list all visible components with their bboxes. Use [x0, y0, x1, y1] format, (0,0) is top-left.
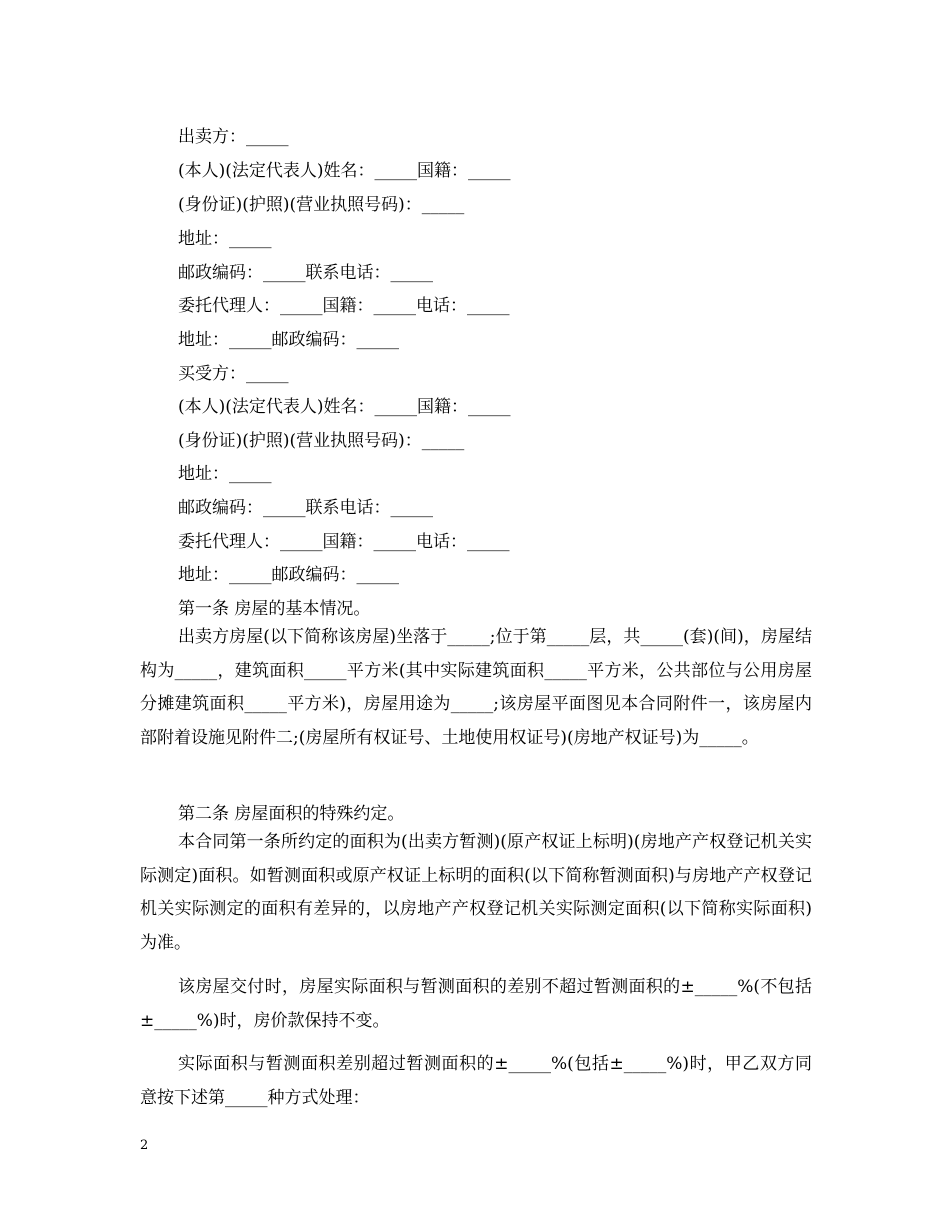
- article2-paragraph-2: 该房屋交付时，房屋实际面积与暂测面积的差别不超过暂测面积的±_____%(不包括±_____%)时，房价款保持不变。: [140, 977, 812, 1031]
- article2-heading: 第二条 房屋面积的特殊约定。: [178, 804, 405, 824]
- seller-id-line: (身份证)(护照)(营业执照号码)：_____: [178, 195, 465, 215]
- buyer-agent-line: 委托代理人：_____国籍：_____电话：_____: [178, 532, 510, 552]
- article2-paragraph-3: 实际面积与暂测面积差别超过暂测面积的±_____%(包括±_____%)时，甲乙双方同意按下述第_____种方式处理：: [140, 1054, 812, 1108]
- seller-agent-address-line: 地址：_____邮政编码：_____: [178, 330, 399, 350]
- seller-agent-line: 委托代理人：_____国籍：_____电话：_____: [178, 296, 510, 316]
- buyer-line: 买受方：_____: [178, 364, 289, 384]
- seller-line: 出卖方：_____: [178, 127, 289, 147]
- buyer-agent-address-line: 地址：_____邮政编码：_____: [178, 565, 399, 585]
- article1-body: [140, 621, 812, 755]
- article2-body3: [140, 1048, 812, 1115]
- page-number: 2: [140, 1138, 149, 1153]
- buyer-id-line: (身份证)(护照)(营业执照号码)：_____: [178, 431, 465, 451]
- article2-body2: [140, 971, 812, 1038]
- buyer-name-line: (本人)(法定代表人)姓名：_____国籍：_____: [178, 397, 511, 417]
- seller-postal-phone-line: 邮政编码：_____联系电话：_____: [178, 263, 433, 283]
- article1-heading: 第一条 房屋的基本情况。: [178, 599, 371, 619]
- seller-address-line: 地址：_____: [178, 229, 272, 249]
- article2-body1: [140, 826, 812, 960]
- buyer-postal-phone-line: 邮政编码：_____联系电话：_____: [178, 498, 433, 518]
- buyer-address-line: 地址：_____: [178, 464, 272, 484]
- article1-paragraph: 出卖方房屋(以下简称该房屋)坐落于_____;位于第_____层，共_____(套)(间)，房屋结构为_____，建筑面积_____平方米(其中实际建筑面积_____平方米，公共部位与公用房屋分摊建筑面积_____平方米)，房屋用途为_____;该房屋平面图见本合同附件一，该房屋内部附着设施见附件二;(房屋所有权证号、土地使用权证号)(房地产权证号)为_____。: [140, 627, 812, 748]
- seller-name-line: (本人)(法定代表人)姓名：_____国籍：_____: [178, 161, 511, 181]
- article2-paragraph-1: 本合同第一条所约定的面积为(出卖方暂测)(原产权证上标明)(房地产产权登记机关实际测定)面积。如暂测面积或原产权证上标明的面积(以下简称暂测面积)与房地产产权登记机关实际测定的面积有差异的，以房地产产权登记机关实际测定面积(以下简称实际面积)为准。: [140, 832, 812, 953]
